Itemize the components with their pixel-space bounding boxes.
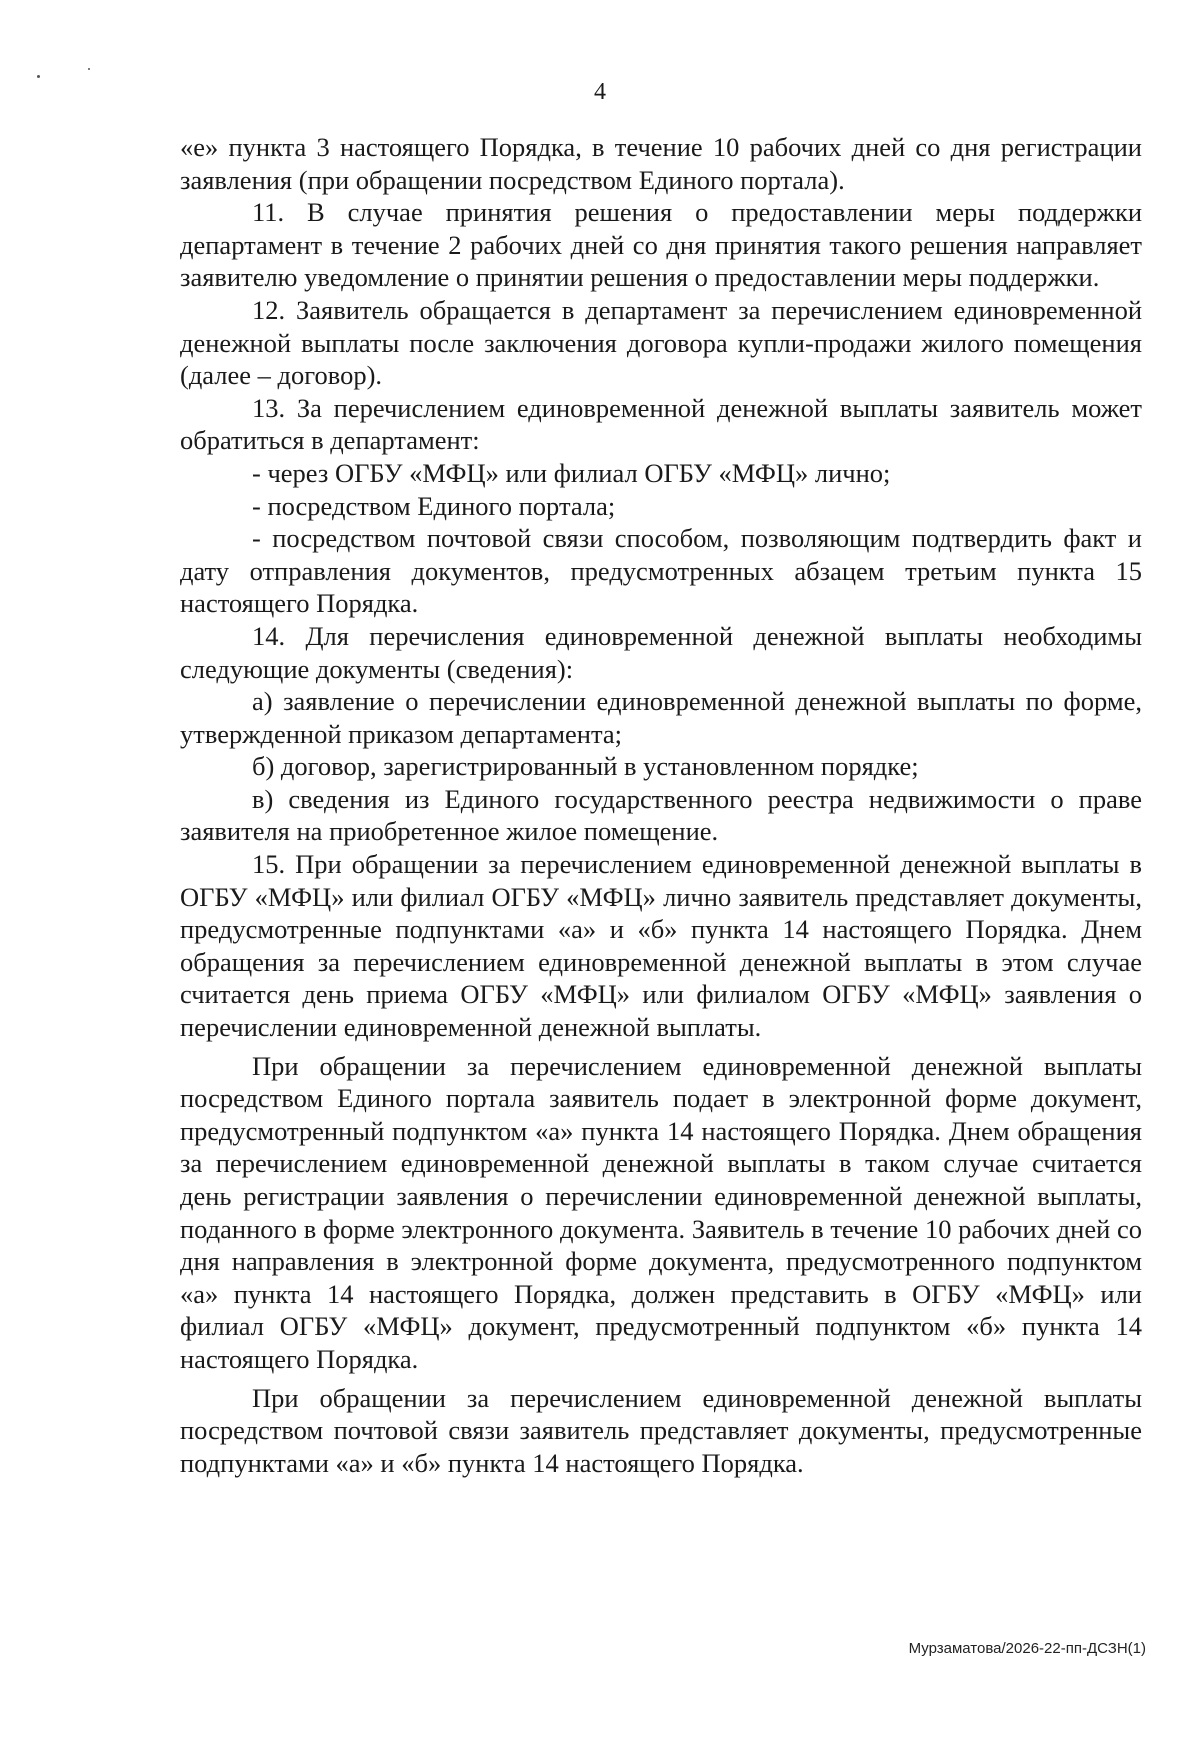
- paragraph-list-item: - посредством почтовой связи способом, позволяющим подтвердить факт и дату отправления документов, предусмотренных абзацем третьим пункта 15 настоящего Порядка.: [180, 523, 1142, 619]
- paragraph-portal: При обращении за перечислением единовременной денежной выплаты посредством Единого портала заявитель подает в электронной форме документ, предусмотренный подпунктом «а» пункта 14 настоящего Порядка. Днем обращения за перечислением единовременной денежной выплаты в таком случае считается день регистрации заявления о перечислении единовременной денежной выплаты, поданного в форме электронного документа. Заявитель в течение 10 рабочих дней со дня направления в электронной форме документа, предусмотренного подпунктом «а» пункта 14 настоящего Порядка, должен представить в ОГБУ «МФЦ» или филиал ОГБУ «МФЦ» документ, предусмотренный подпунктом «б» пункта 14 настоящего Порядка.: [180, 1050, 1142, 1374]
- paragraph-item-12: 12. Заявитель обращается в департамент за перечислением единовременной денежной выплаты после заключения договора купли-продажи жилого помещения (далее – договор).: [180, 294, 1142, 391]
- paragraph-item-13: 13. За перечислением единовременной денежной выплаты заявитель может обратиться в департамент:: [180, 392, 1142, 456]
- paragraph-item-14: 14. Для перечисления единовременной денежной выплаты необходимы следующие документы (сведения):: [180, 620, 1142, 684]
- paragraph-item-15: 15. При обращении за перечислением единовременной денежной выплаты в ОГБУ «МФЦ» или филиал ОГБУ «МФЦ» лично заявитель представляет документы, предусмотренные подпунктами «а» и «б» пункта 14 настоящего Порядка. Днем обращения за перечислением единовременной денежной выплаты в этом случае считается день приема ОГБУ «МФЦ» или филиалом ОГБУ «МФЦ» заявления о перечислении единовременной денежной выплаты.: [180, 849, 1142, 1043]
- scan-artifact-dot: [88, 68, 90, 70]
- paragraph-list-item: - через ОГБУ «МФЦ» или филиал ОГБУ «МФЦ» лично;: [252, 457, 891, 488]
- paragraph-list-item: - посредством Единого портала;: [252, 490, 616, 521]
- paragraph-item-11: 11. В случае принятия решения о предоставлении меры поддержки департамент в течение 2 рабочих дней со дня принятия такого решения направляет заявителю уведомление о принятии решения о предоставлении меры поддержки.: [180, 197, 1142, 293]
- paragraph-continuation: «е» пункта 3 настоящего Порядка, в течение 10 рабочих дней со дня регистрации заявления (при обращении посредством Единого портала).: [180, 132, 1142, 195]
- paragraph-postal: При обращении за перечислением единовременной денежной выплаты посредством почтовой связи заявитель представляет документы, предусмотренные подпунктами «а» и «б» пункта 14 настоящего Порядка.: [180, 1382, 1142, 1478]
- document-footer-code: Мурзаматова/2026-22-пп-ДСЗН(1): [908, 1640, 1146, 1657]
- paragraph-subitem-a: а) заявление о перечислении единовременной денежной выплаты по форме, утвержденной приказом департамента;: [180, 686, 1142, 749]
- document-body: [180, 131, 1142, 1479]
- page-number: 4: [594, 79, 606, 105]
- paragraph-subitem-v: в) сведения из Единого государственного реестра недвижимости о праве заявителя на приобретенное жилое помещение.: [180, 783, 1142, 847]
- paragraph-subitem-b: б) договор, зарегистрированный в установленном порядке;: [252, 751, 919, 782]
